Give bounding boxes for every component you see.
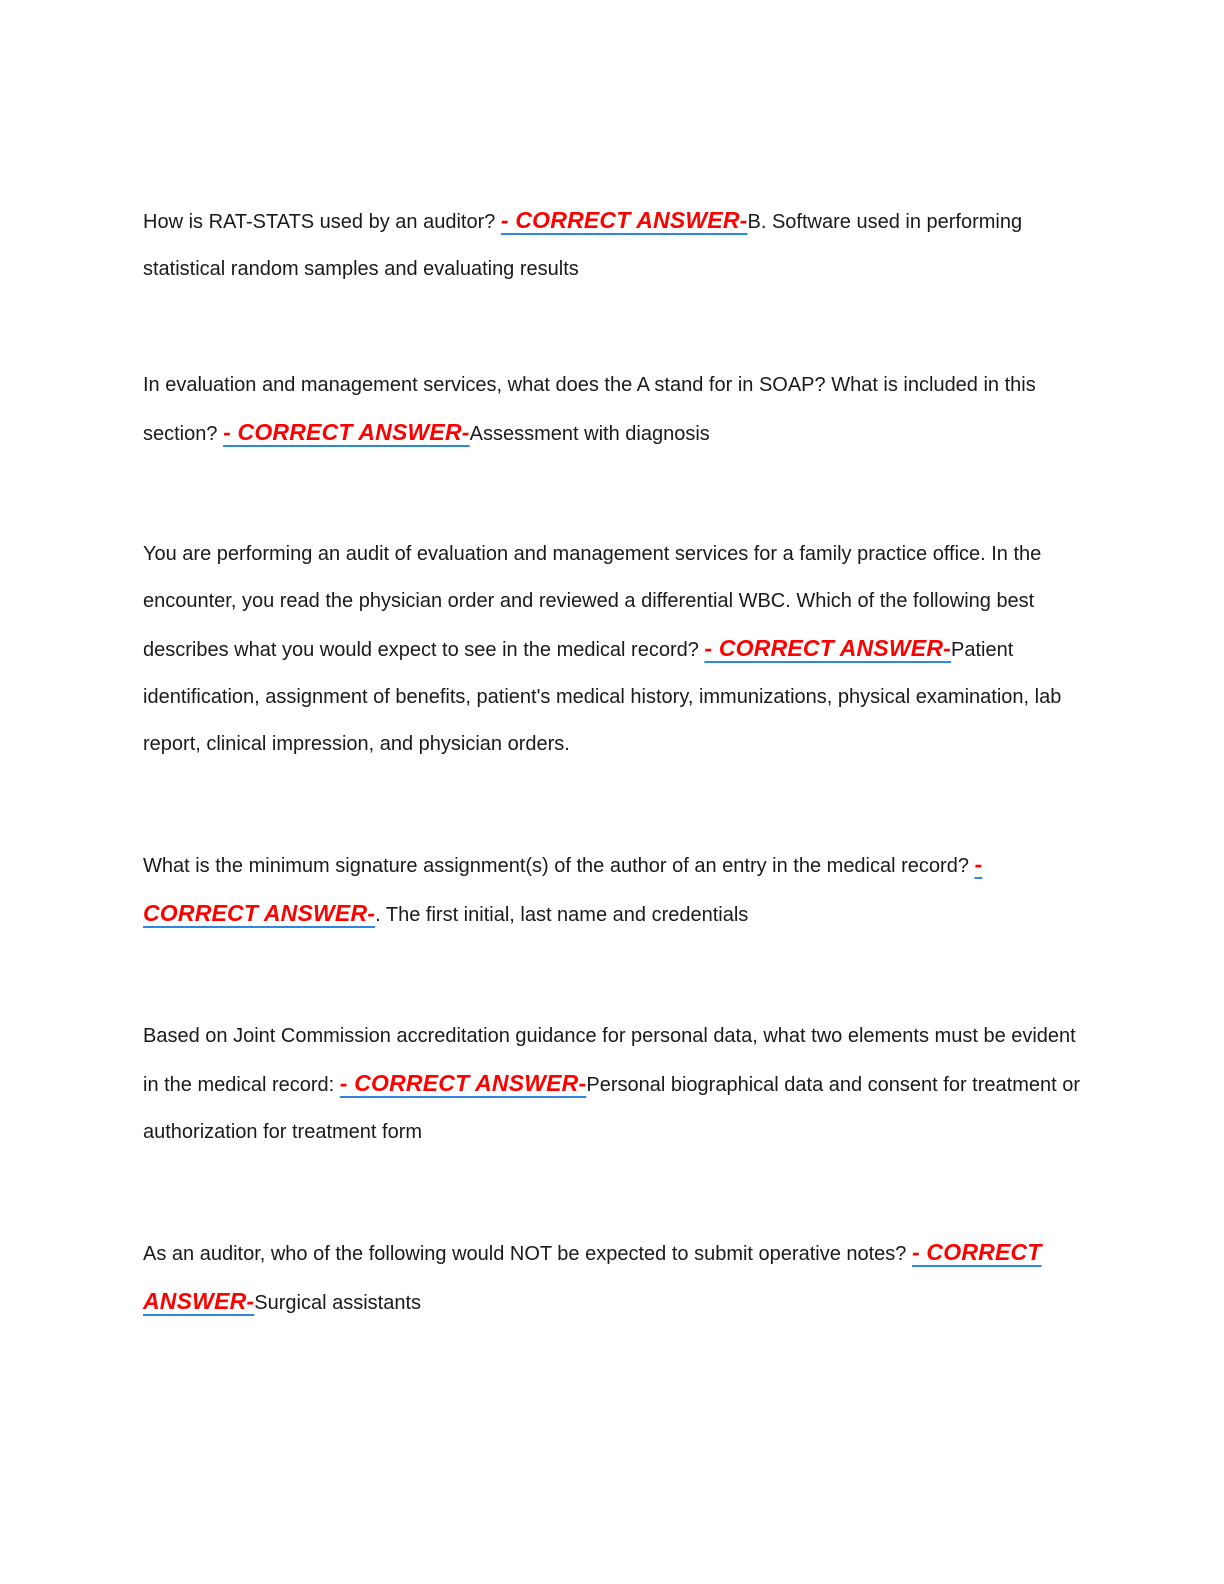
qa-item-3 bbox=[143, 531, 1088, 768]
qa-item-1 bbox=[143, 197, 1088, 293]
answer-text: Surgical assistants bbox=[254, 1292, 422, 1314]
qa-item-4 bbox=[143, 841, 1088, 939]
correct-answer-tag: - CORRECT ANSWER- bbox=[223, 419, 470, 445]
question-text: In evaluation and management services, what does the A stand for in SOAP? What is included in this section? bbox=[143, 374, 1036, 445]
question-text: What is the minimum signature assignment(s) of the author of an entry in the medical record? bbox=[143, 855, 975, 877]
answer-text: Patient identification, assignment of benefits, patient's medical history, immunizations, physical examination, lab report, clinical impression, and physician orders. bbox=[143, 639, 1062, 755]
answer-text: . The first initial, last name and credentials bbox=[375, 904, 749, 926]
correct-answer-tag: - CORRECT ANSWER- bbox=[339, 1070, 587, 1096]
question-text: You are performing an audit of evaluation and management services for a family practice office. In the encounter, you read the physician order and reviewed a differential WBC. Which of the following best describes what you would expect to see in the medical record? bbox=[143, 543, 1042, 661]
question-text: How is RAT-STATS used by an auditor? bbox=[143, 211, 501, 233]
question-text: As an auditor, who of the following would NOT be expected to submit operative notes? bbox=[143, 1243, 912, 1265]
answer-text: B. Software used in performing statistical random samples and evaluating results bbox=[143, 211, 1023, 280]
question-text: Based on Joint Commission accreditation guidance for personal data, what two elements must be evident in the medical record: bbox=[143, 1025, 1076, 1096]
correct-answer-tag: - CORRECT ANSWER- bbox=[143, 1239, 1042, 1314]
qa-item-2 bbox=[143, 362, 1088, 458]
correct-answer-tag: - CORRECT ANSWER- bbox=[500, 207, 748, 233]
correct-answer-tag: - CORRECT ANSWER- bbox=[143, 851, 983, 926]
qa-item-6 bbox=[143, 1229, 1088, 1327]
answer-text: Assessment with diagnosis bbox=[469, 423, 710, 445]
correct-answer-tag: - CORRECT ANSWER- bbox=[704, 635, 952, 661]
answer-text: Personal biographical data and consent for treatment or authorization for treatment form bbox=[143, 1074, 1080, 1143]
qa-item-5 bbox=[143, 1013, 1088, 1156]
